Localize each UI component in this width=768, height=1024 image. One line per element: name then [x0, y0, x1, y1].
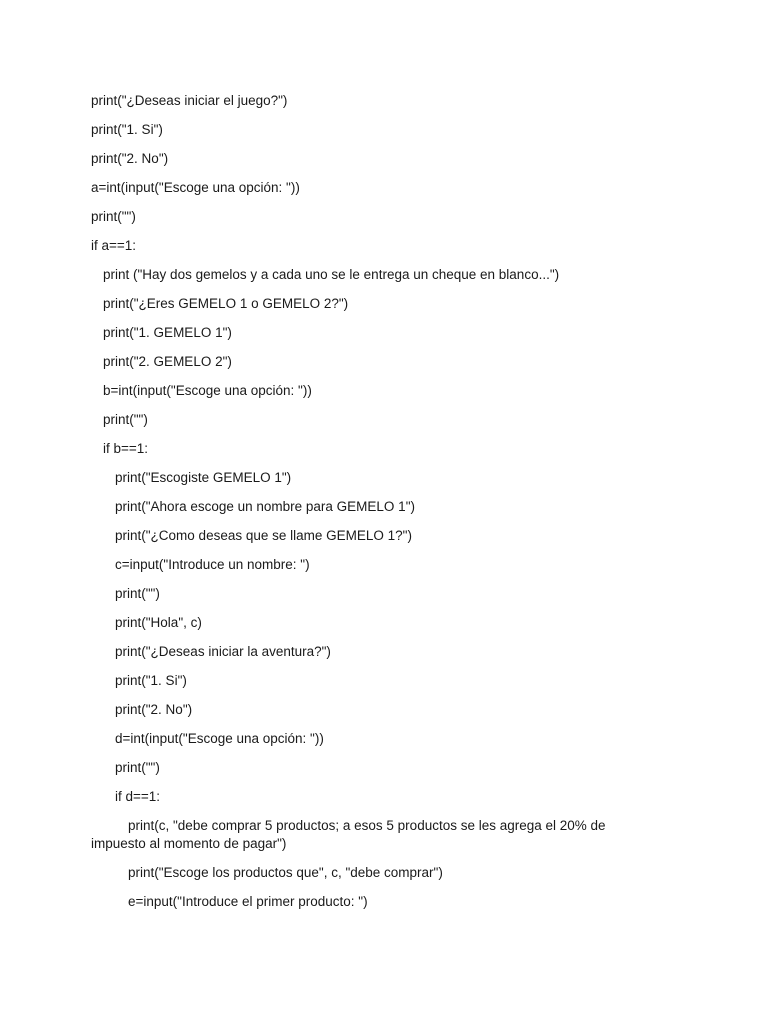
code-line: print("Ahora escoge un nombre para GEMELO 1") [115, 499, 415, 514]
code-listing [91, 92, 691, 922]
code-line: print("") [115, 760, 160, 775]
code-line: print("¿Deseas iniciar la aventura?") [115, 644, 331, 659]
code-line: if d==1: [115, 789, 161, 804]
code-line: print("¿Como deseas que se llame GEMELO 1?") [115, 528, 412, 543]
code-line: print("1. GEMELO 1") [103, 325, 232, 340]
code-line: if a==1: [91, 238, 137, 253]
code-line: print("") [115, 586, 160, 601]
code-line: d=int(input("Escoge una opción: ")) [115, 731, 324, 746]
code-line: a=int(input("Escoge una opción: ")) [91, 180, 300, 195]
code-line: c=input("Introduce un nombre: ") [115, 557, 310, 572]
code-line: print("2. No") [91, 151, 169, 166]
code-line: print("") [91, 209, 136, 224]
code-line: print("¿Deseas iniciar el juego?") [91, 93, 288, 108]
code-line: print("2. No") [115, 702, 193, 717]
code-line: print("1. Si") [115, 673, 187, 688]
code-line: e=input("Introduce el primer producto: ") [128, 894, 368, 909]
code-line: b=int(input("Escoge una opción: ")) [103, 383, 312, 398]
code-line: print("Escoge los productos que", c, "debe comprar") [128, 865, 443, 880]
code-line: print("") [103, 412, 148, 427]
code-line: print("1. Si") [91, 122, 163, 137]
code-line: print("2. GEMELO 2") [103, 354, 232, 369]
code-line: print("¿Eres GEMELO 1 o GEMELO 2?") [103, 296, 349, 311]
code-line: print(c, "debe comprar 5 productos; a esos 5 productos se les agrega el 20% de impuesto al momento de pagar") [91, 818, 606, 851]
code-line: if b==1: [103, 441, 149, 456]
code-line: print("Hola", c) [115, 615, 202, 630]
code-line: print ("Hay dos gemelos y a cada uno se le entrega un cheque en blanco...") [103, 267, 560, 282]
code-line: print("Escogiste GEMELO 1") [115, 470, 292, 485]
